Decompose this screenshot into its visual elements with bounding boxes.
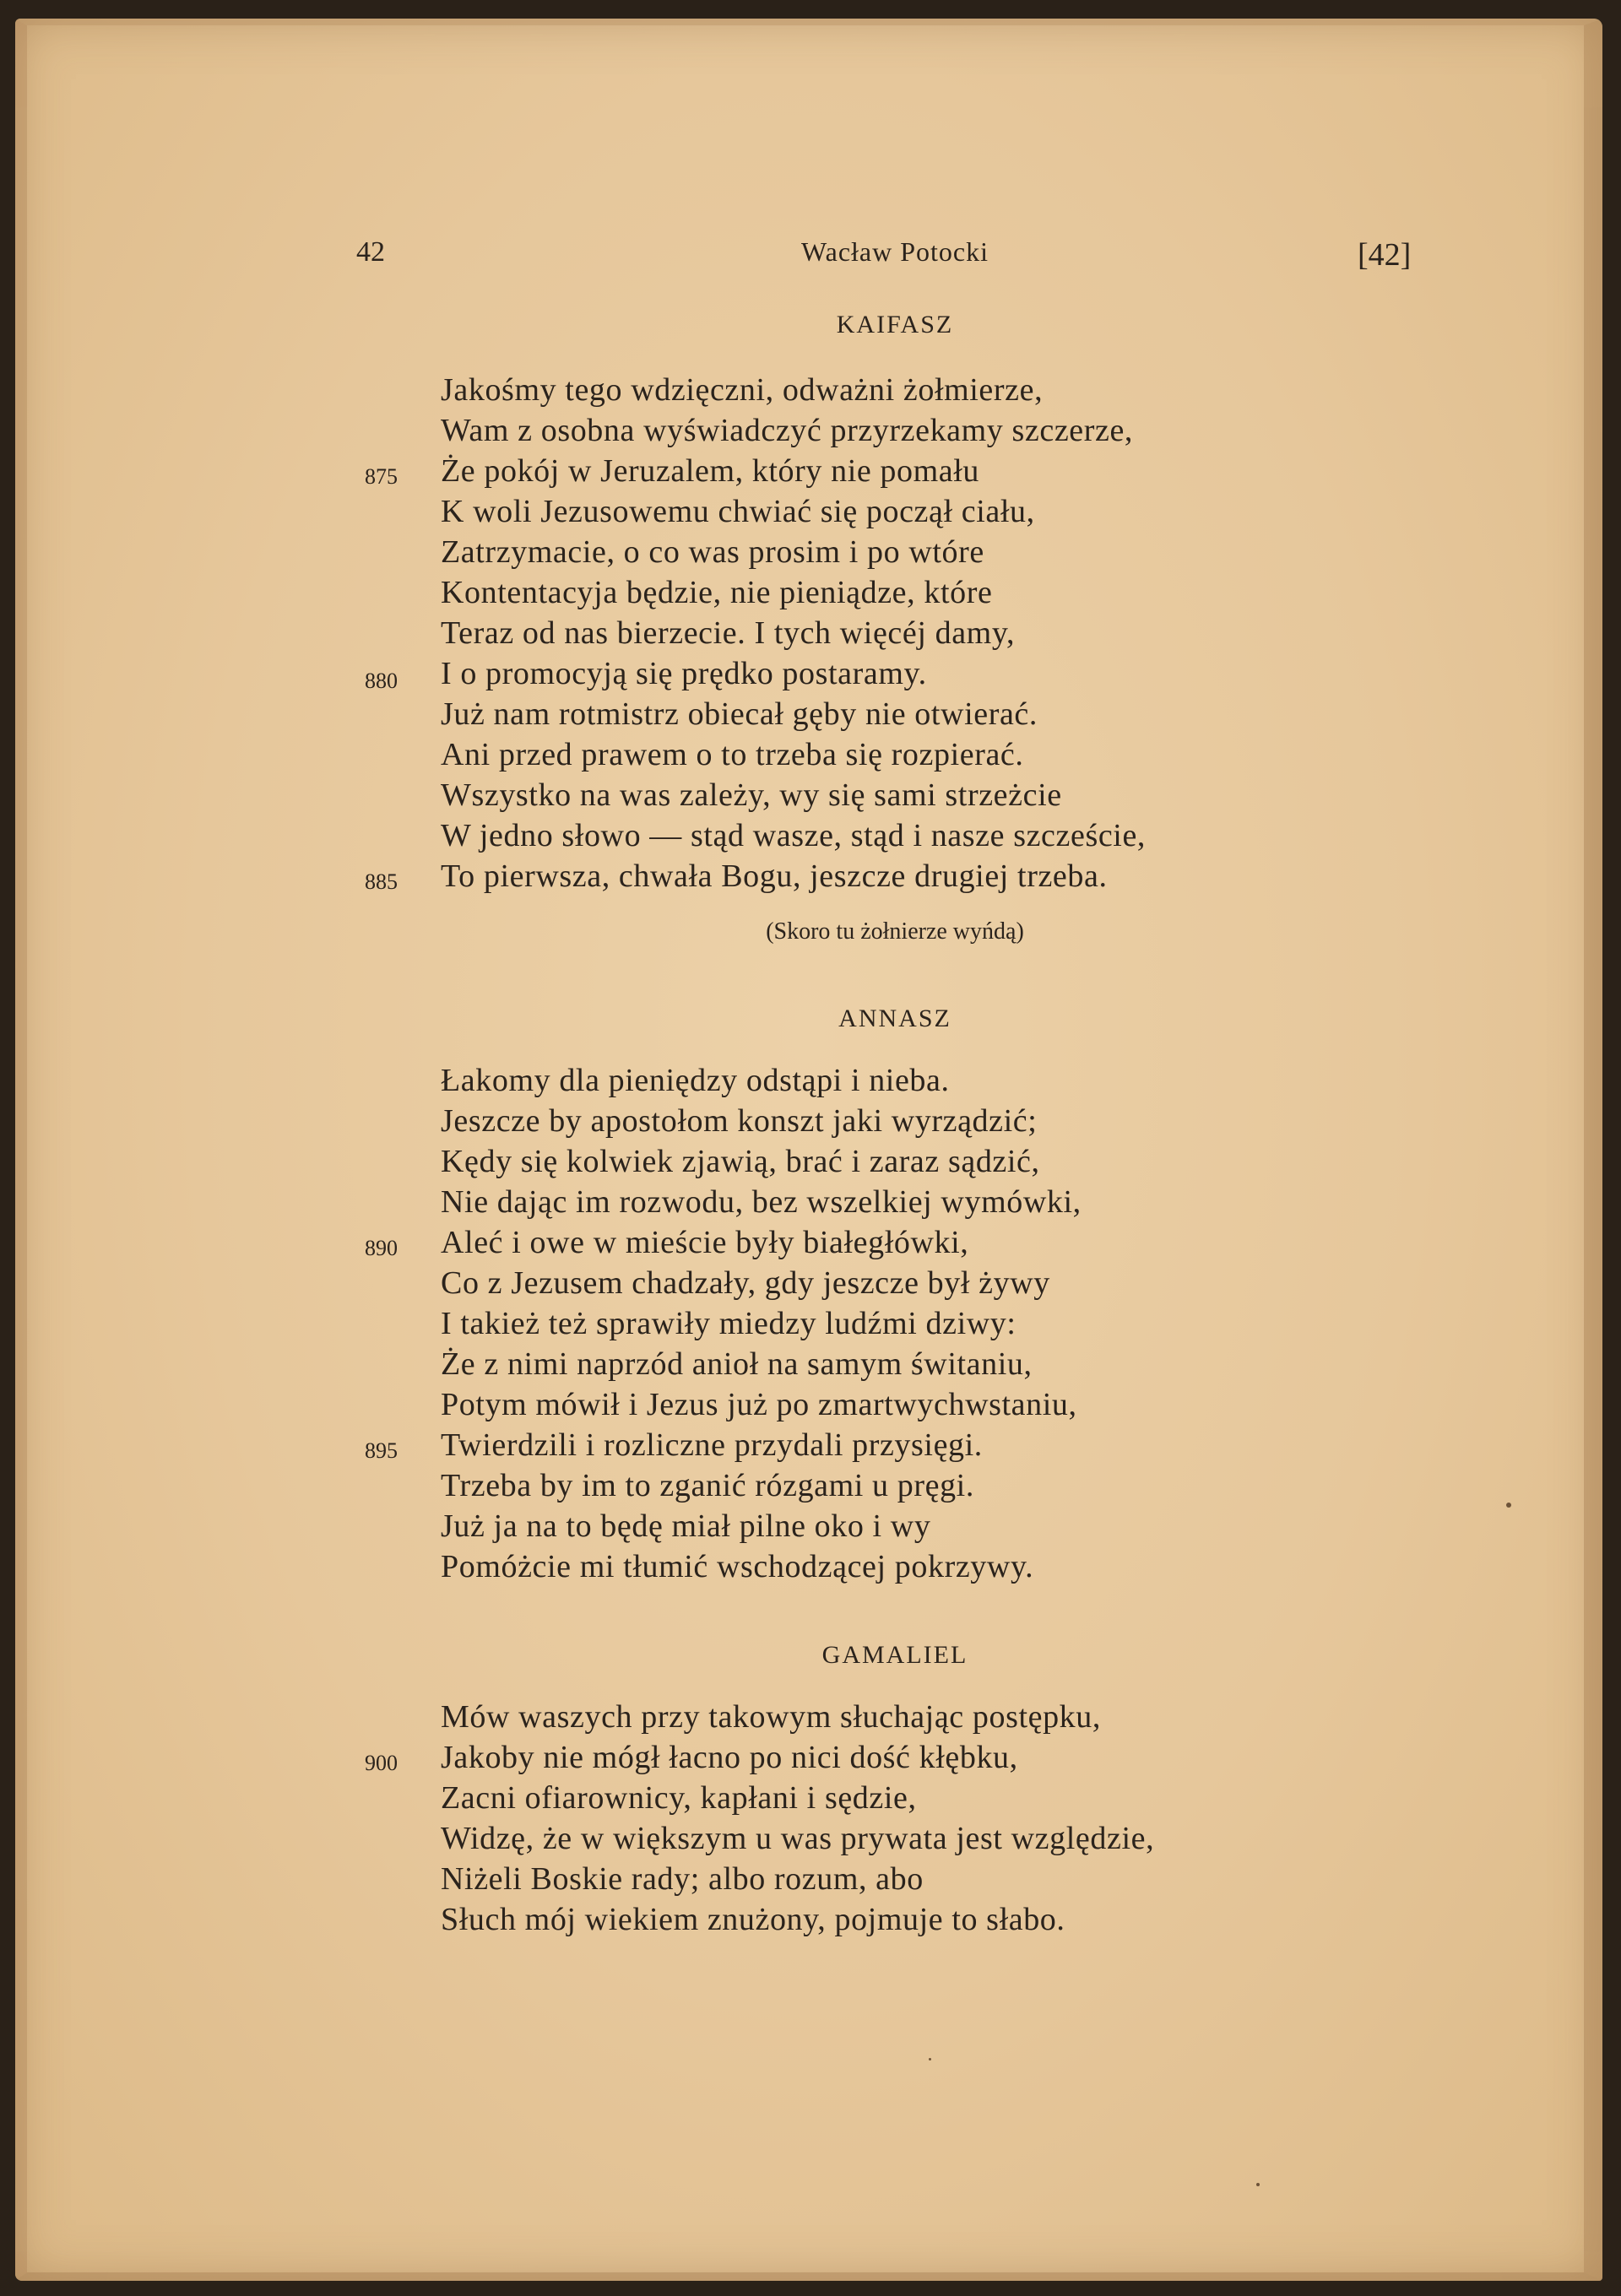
running-title: Wacław Potocki bbox=[800, 236, 989, 267]
paper-speck bbox=[1506, 1503, 1511, 1508]
line-number: 885 bbox=[365, 869, 398, 894]
line-number: 890 bbox=[365, 1236, 398, 1260]
line-number: 895 bbox=[365, 1438, 398, 1463]
verse-line: Pomóżcie mi tłumić wschodzącej pokrzywy. bbox=[441, 1549, 1034, 1584]
verse-line: Łakomy dla pieniędzy odstąpi i nieba. bbox=[441, 1063, 950, 1098]
verse-line: Wszystko na was zależy, wy się sami strzeżcie bbox=[441, 777, 1062, 813]
verse-line: Ani przed prawem o to trzeba się rozpierać. bbox=[441, 737, 1024, 772]
verse-line: Zacni ofiarownicy, kapłani i sędzie, bbox=[441, 1780, 917, 1816]
verse-line: Że pokój w Jeruzalem, który nie pomału bbox=[441, 453, 980, 489]
verse-line: Widzę, że w większym u was prywata jest względzie, bbox=[441, 1821, 1155, 1856]
verse-line: W jedno słowo — stąd wasze, stąd i nasze szczeście, bbox=[441, 818, 1147, 853]
bracket-page-number: [42] bbox=[1358, 237, 1412, 273]
verse-line: Jakoby nie mógł łacno po nici dość kłębku, bbox=[441, 1740, 1018, 1775]
verse-line: Jeszcze by apostołom konszt jaki wyrządzić; bbox=[441, 1103, 1038, 1139]
line-number: 900 bbox=[365, 1751, 398, 1775]
verse-line: Co z Jezusem chadzały, gdy jeszcze był żywy bbox=[441, 1265, 1050, 1301]
paper-speck bbox=[929, 2058, 931, 2060]
verse-line: Już nam rotmistrz obiecał gęby nie otwierać. bbox=[441, 696, 1038, 732]
verse-line: Potym mówił i Jezus już po zmartwychwstaniu, bbox=[441, 1387, 1077, 1422]
page-number: 42 bbox=[356, 236, 385, 268]
speaker-gamaliel: GAMALIEL bbox=[821, 1641, 968, 1669]
verse-line: Kędy się kolwiek zjawią, brać i zaraz sądzić, bbox=[441, 1144, 1040, 1179]
verse-line: Że z nimi naprzód anioł na samym świtaniu, bbox=[441, 1346, 1033, 1382]
verse-line: Już ja na to będę miał pilne oko i wy bbox=[441, 1508, 931, 1544]
verse-line: Twierdzili i rozliczne przydali przysięgi. bbox=[441, 1427, 983, 1463]
line-number: 880 bbox=[365, 669, 398, 693]
paper-speck bbox=[1256, 2183, 1260, 2186]
verse-line: I o promocyją się prędko postaramy. bbox=[441, 656, 927, 691]
verse-line: Zatrzymacie, o co was prosim i po wtóre bbox=[441, 534, 984, 570]
verse-line: Niżeli Boskie rady; albo rozum, abo bbox=[441, 1861, 924, 1897]
verse-line: Jakośmy tego wdzięczni, odważni żołmierze, bbox=[441, 372, 1044, 408]
verse-line: Aleć i owe w mieście były białegłówki, bbox=[441, 1225, 969, 1260]
verse-line: Nie dając im rozwodu, bez wszelkiej wymówki, bbox=[441, 1184, 1082, 1220]
verse-line: Mów waszych przy takowym słuchając postępku, bbox=[441, 1699, 1101, 1735]
verse-line: Słuch mój wiekiem znużony, pojmuje to słabo. bbox=[441, 1902, 1065, 1937]
verse-line: Trzeba by im to zganić rózgami u pręgi. bbox=[441, 1468, 974, 1503]
verse-line: Teraz od nas bierzecie. I tych więcéj damy, bbox=[441, 615, 1016, 651]
stage-direction: (Skoro tu żołnierze wyńdą) bbox=[766, 918, 1024, 945]
speaker-kaifasz: KAIFASZ bbox=[836, 311, 954, 338]
verse-line: I takież też sprawiły miedzy ludźmi dziwy: bbox=[441, 1306, 1017, 1341]
verse-line: Kontentacyja będzie, nie pieniądze, które bbox=[441, 575, 993, 610]
verse-line: To pierwsza, chwała Bogu, jeszcze drugiej trzeba. bbox=[441, 858, 1108, 894]
speaker-annasz: ANNASZ bbox=[838, 1004, 951, 1032]
verse-line: Wam z osobna wyświadczyć przyrzekamy szczerze, bbox=[441, 413, 1134, 448]
verse-line: K woli Jezusowemu chwiać się począł ciału, bbox=[441, 494, 1035, 529]
line-number: 875 bbox=[365, 464, 398, 489]
